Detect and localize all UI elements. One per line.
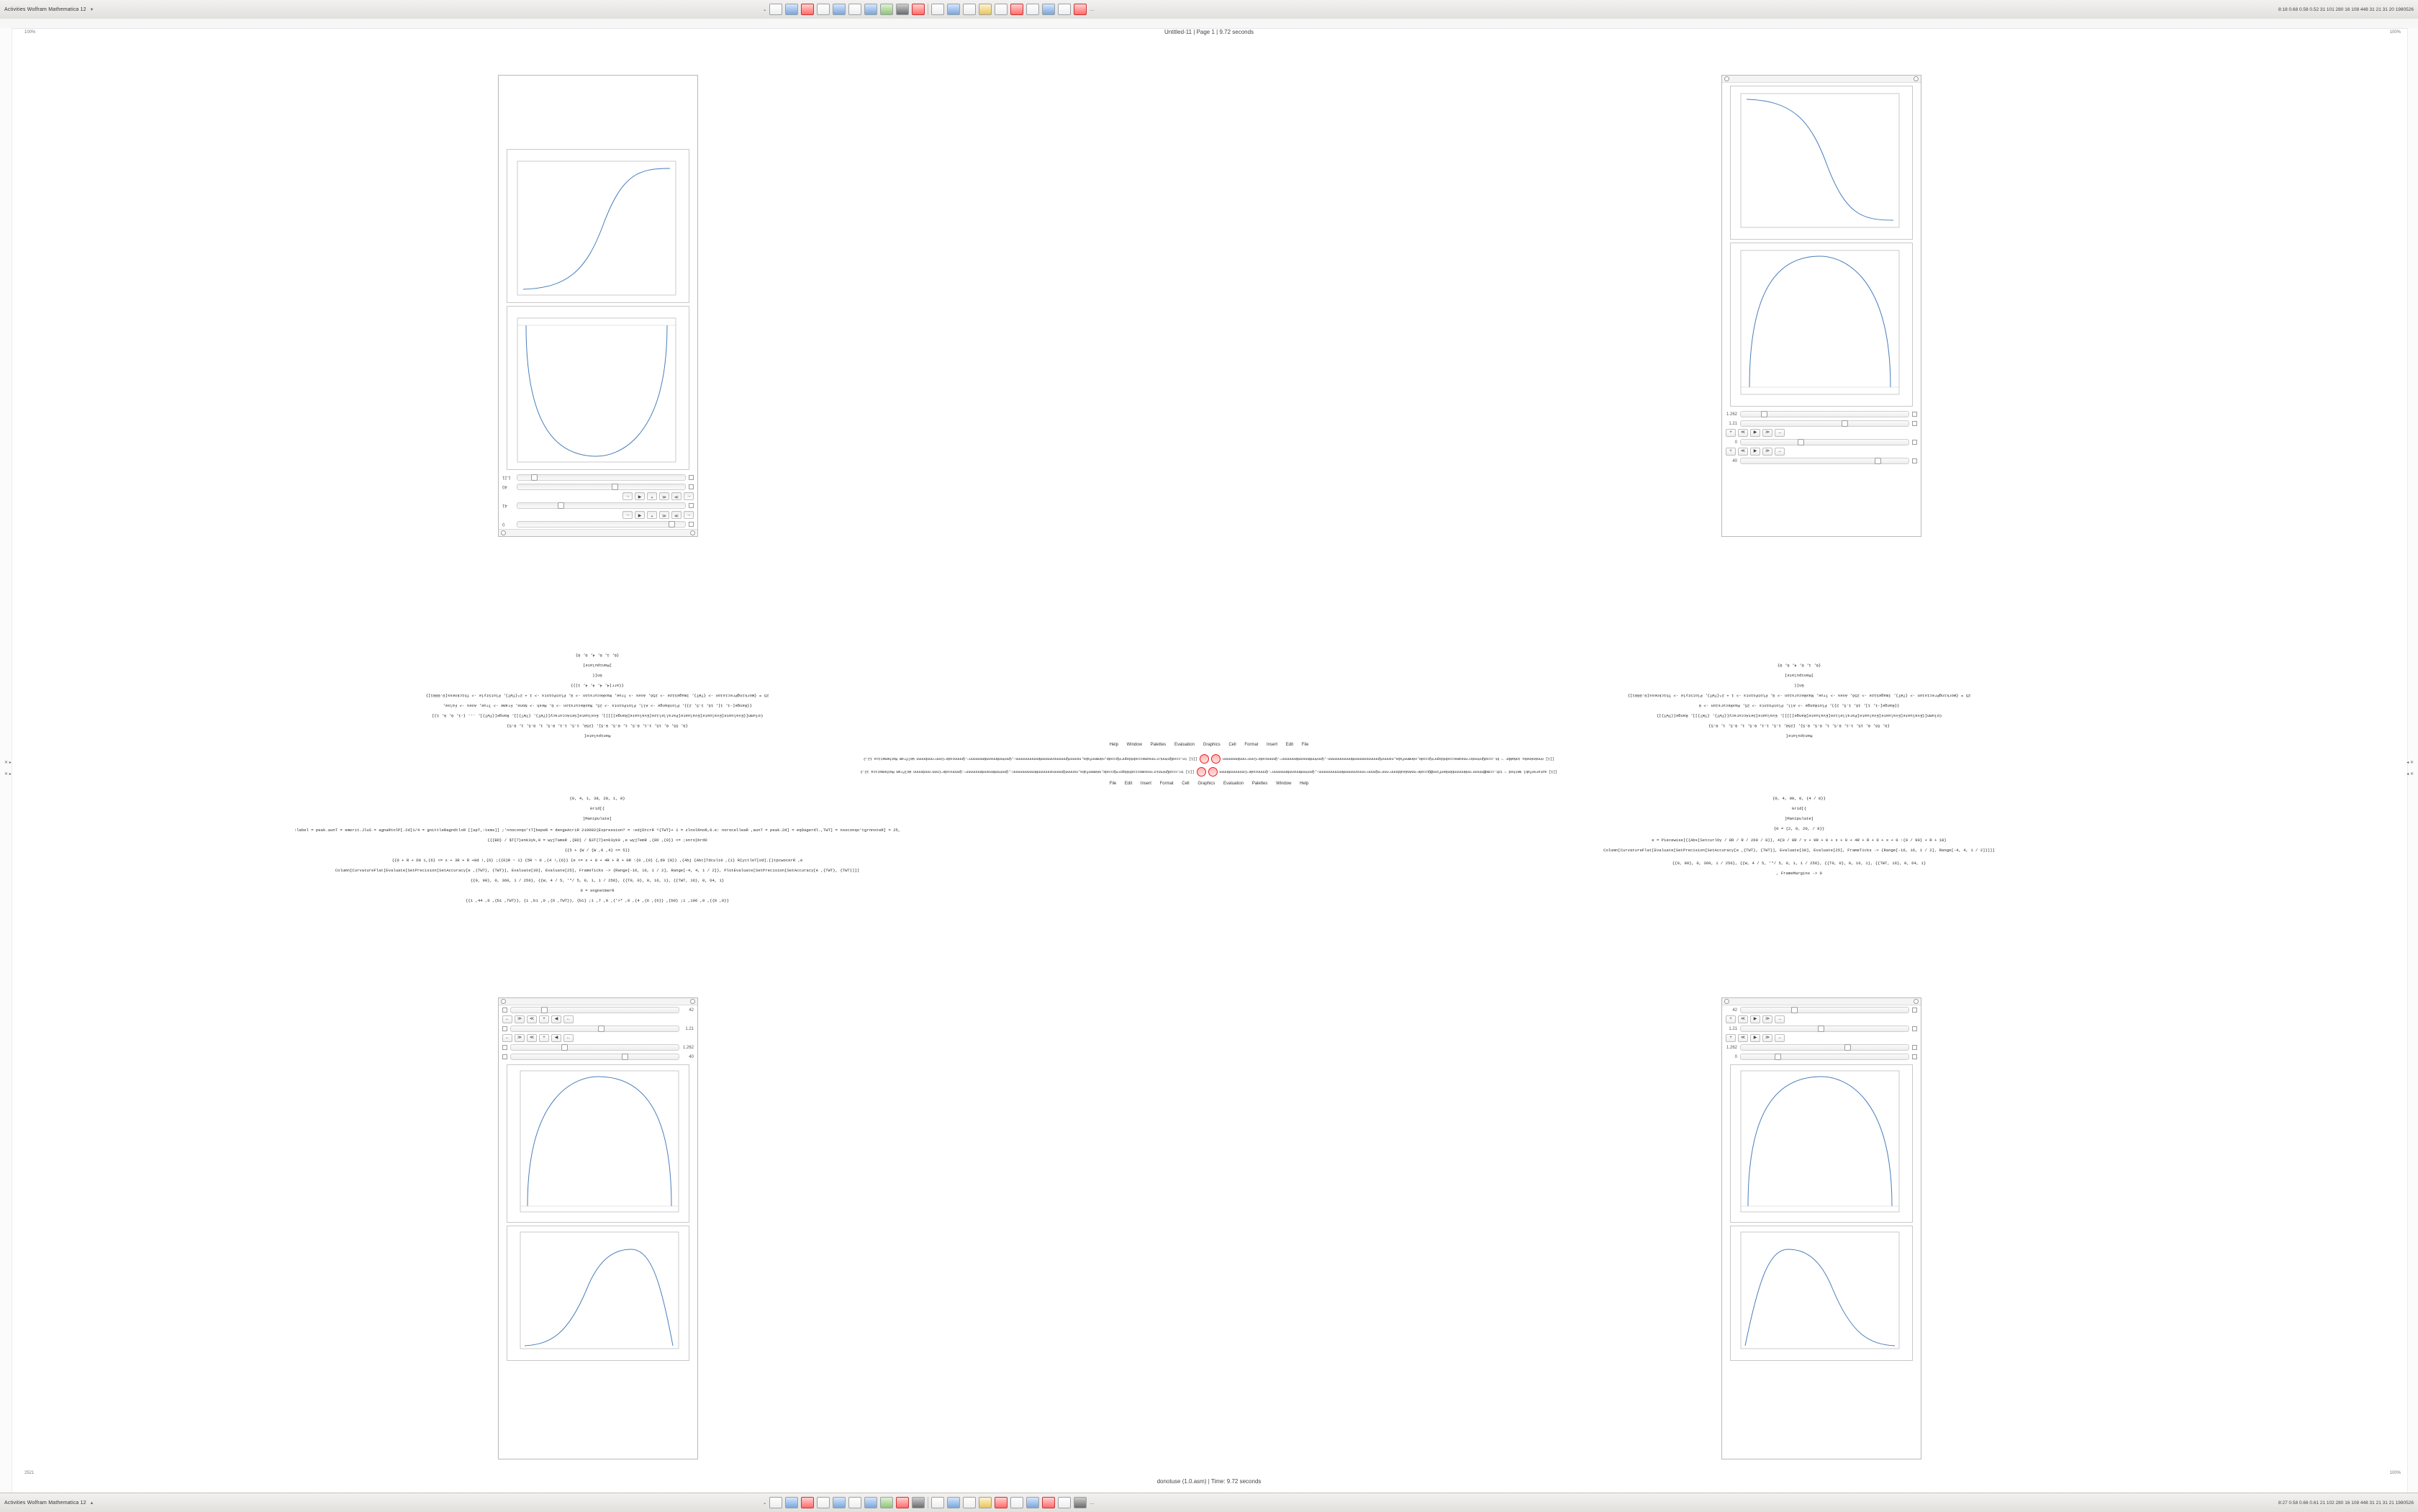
manipulate-panel-bottom-left[interactable] (498, 997, 698, 1459)
message-text-3: [[1] autarnefabl method ~ tdt.ccmd@n#snn~nnNnnnnnbbnbenfinn@Qccode~nnAn&subbnnn~nnn~nQnnnn~nnnsnnnnnnNnnnnnnnnnnn-,Qnn#nnNnnsnnNnnnnnnn~.Qnnnncode~CnnnnnnnNnnnn (1219, 769, 1558, 774)
slider-row-4[interactable] (499, 473, 697, 482)
reverse-button[interactable]: ◀ (635, 511, 645, 519)
step-back-button[interactable]: + (1726, 429, 1736, 437)
fast-forward-button[interactable]: ≪ (659, 511, 669, 519)
browser-icon[interactable] (817, 4, 830, 15)
error-badge-icon[interactable] (1197, 767, 1206, 777)
browser-icon[interactable] (817, 1497, 830, 1508)
step-forward-button-2[interactable]: ← (563, 1034, 574, 1042)
button-row-1[interactable] (1722, 1015, 1921, 1024)
code-line: Grid[{ (1791, 806, 1807, 811)
slider-3[interactable] (517, 484, 686, 490)
shield-icon[interactable] (995, 4, 1008, 15)
menu-item-edit[interactable]: Edit (1124, 782, 1133, 786)
left-close-marker-2[interactable]: ✕ ▸ (4, 772, 12, 777)
code-line: , FrameMargins -> 0 (1776, 871, 1822, 876)
manipulate-panel-bottom-right[interactable] (1721, 997, 1921, 1459)
play-toggle-icon[interactable] (1912, 1008, 1917, 1013)
menu-item-cell[interactable]: Cell (1228, 743, 1236, 747)
menu-item-help[interactable]: Help (1109, 743, 1118, 747)
message-row-1[interactable] (0, 754, 2418, 764)
play-toggle-icon-2[interactable] (1912, 1026, 1917, 1031)
menu-item-file[interactable]: File (1301, 743, 1309, 747)
plot-s-curve-mirrored (1730, 86, 1913, 240)
code-block-upper-right[interactable] (1295, 544, 2303, 738)
menu-item-format[interactable]: Format (1159, 782, 1174, 786)
slider-3-value: 1.262 (682, 1045, 694, 1050)
button-row-2[interactable] (1722, 1033, 1921, 1043)
system-stats-top: 8:18 0.68 0.58 0.52 31 101 280 16 108 448 31 21 31 20 1980526 (2278, 6, 2414, 12)
package-icon[interactable] (1010, 4, 1023, 15)
code-line: {{{BD} / $T{7}enk3yk,0 = wyjTameR ,{BD} / $3T{7}enk3yk0 ,e wyjTemR ,{0D ,{0}} <= ;snro}brd0 (487, 838, 707, 843)
panel-menu-dot[interactable] (501, 999, 506, 1004)
activities-label[interactable]: Activities Wolfram Mathematica 12 (4, 6, 86, 12)
code-line: {{Range[-1, 1], 16, 1.5, 2}}, PlotRange -> All, PlotPoints -> 25, MaxRecursion -> 0, Mesh -> None, Frame -> True, Axes -> False, (443, 703, 752, 708)
reverse-button-2[interactable]: ◀ (635, 492, 645, 500)
slider-row-3[interactable] (1722, 1043, 1921, 1052)
rewind-button-2[interactable]: ≪ (1738, 1034, 1748, 1042)
plot-half-ellipse (507, 306, 689, 470)
mail-icon[interactable] (864, 1497, 877, 1508)
code-line: ]Manipulate] (582, 816, 612, 821)
database-icon[interactable] (1058, 4, 1071, 15)
code-line: {{0, 90}, 0, 360, 1 / 256}, {{W, 4 / 5, '*/ 5, 0, 1, 1 / 256}, {{T0, 0}, 0, 16, 1}, {{TWT, 16}, 0, 64, 1} (1672, 861, 1926, 866)
play-toggle-icon-2[interactable] (502, 1026, 507, 1031)
code-line: Column[{Evaluate[Evaluate[Evaluate[Parallelize[Evaluate[Range]]]]], Evaluate[SetAccuracy[{TWT}, {TWT}]], Range[{TWT}], ... {-1, 0, 0, 1}] (432, 713, 763, 718)
recorder-icon[interactable] (801, 1497, 814, 1508)
slider-row-4[interactable] (1722, 1052, 1921, 1061)
slider-2[interactable] (510, 1026, 679, 1032)
mail-icon[interactable] (864, 4, 877, 15)
code-line: Column[CurvatureFlat[Evaluate[SetPrecision[SetAccuracy[e ,{TWT}, {TWT}], Evaluate[30], Evaluate[25], FrameTicks -> {Range[-16, 16, 1 / 2], Range[-4, 4, 1 / 2]}]]] (1603, 848, 1995, 853)
slider-1-value: 42 (1732, 1008, 1737, 1013)
chat-icon[interactable] (833, 1497, 846, 1508)
terminal-icon[interactable] (785, 4, 798, 15)
code-line: {0 = {2, 0, 20, / 8}} (1773, 826, 1825, 831)
menu-item-file[interactable]: File (1109, 782, 1117, 786)
code-line: {{5 + {W / {W ,0 ,4} <= 5}} (564, 848, 630, 853)
slider-row-2[interactable] (499, 1024, 697, 1033)
menu-item-evaluation[interactable]: Evaluation (1174, 743, 1195, 747)
rewind-button[interactable]: ≪ (1738, 429, 1748, 437)
play-toggle-icon-4[interactable] (1912, 1054, 1917, 1059)
play-button[interactable]: ▶ (1750, 429, 1760, 437)
play-toggle-icon-3[interactable] (502, 1045, 507, 1050)
step-back-button-2[interactable]: ← (684, 492, 694, 500)
reverse-button[interactable]: ◀ (551, 1015, 561, 1023)
play-button[interactable]: ▶ (1750, 1015, 1760, 1023)
slider-row-1[interactable] (499, 520, 697, 529)
slider-1[interactable] (510, 1007, 679, 1013)
zoom-label-top-right[interactable]: 100% (2389, 30, 2401, 35)
slider-3[interactable] (510, 1044, 679, 1051)
slider-row-1[interactable] (499, 1005, 697, 1015)
top-panel-tray (763, 4, 1095, 15)
step-back-button[interactable]: ← (684, 511, 694, 519)
code-line: 25 = {WorkingPrecision -> {TWT}, ImageSize -> 256, Axes -> True, MaxRecursion -> 0, PlotPoints -> 1 + 2^{TWT}, PlotStyle -> Thickness[0.0001]} (425, 693, 769, 698)
code-line: Gn[{ (592, 673, 602, 678)
database-icon[interactable] (1058, 1497, 1071, 1508)
code-line: 25 = {WorkingPrecision -> {TWT}, ImageSize -> 256, Axes -> True, MaxRecursion -> 0, PlotPoints -> 1 + 2^{TWT}, PlotStyle -> Thickness[0.0001]} (1627, 693, 1971, 698)
fast-forward-button[interactable]: ≫ (1762, 429, 1772, 437)
slider-4[interactable] (510, 1054, 679, 1060)
plot-half-ellipse (1730, 1064, 1913, 1223)
code-line: Manipulate[ (584, 733, 611, 738)
step-back-button-2[interactable]: + (1726, 1034, 1736, 1042)
music-icon[interactable] (947, 4, 960, 15)
slider-4[interactable] (1740, 1054, 1909, 1060)
plot-half-ellipse-mirrored (1730, 243, 1913, 407)
slider-row-2[interactable] (1722, 419, 1921, 428)
code-line: {0, 1, 0, 4, 0, 0} (575, 653, 620, 658)
play-button-2[interactable]: ▶ (1750, 448, 1760, 456)
bottom-panel-left (0, 1500, 93, 1506)
zoom-label-bottom-right[interactable]: 100% (2389, 1471, 2401, 1475)
rewind-button-2[interactable]: ≪ (1738, 448, 1748, 456)
panel-menu-dot[interactable] (690, 530, 695, 535)
button-row-2[interactable] (499, 492, 697, 501)
tray-overflow-label-bottom[interactable]: … (1090, 1500, 1095, 1506)
slider-4-value: 40 (1732, 458, 1737, 463)
step-back-button[interactable]: ← (502, 1015, 512, 1023)
media-icon[interactable] (880, 1497, 893, 1508)
code-line: :label = peak.aunT = emerit.JluS = agnaRtolP[.2d]1/4 = gnittleRagndtloR [[apT,:tems]] ;'nnoconqo'tT[bepeR = dengeAcriR 210002{Expression? = :edjDtcrR ^{TWT}+ 1 = zlnolRnoR,0.e: norocelleaR ,aunT = peak.2d] = eqDagerdl.,TWT] = nsoconqo'tgrnnoteR] = 25, (294, 828, 901, 833)
download-icon[interactable] (1026, 1497, 1039, 1508)
menu-item-window[interactable]: Window (1126, 743, 1142, 747)
play-toggle-icon-4[interactable] (502, 1054, 507, 1059)
reverse-button-2[interactable]: ◀ (551, 1034, 561, 1042)
trash-icon[interactable] (1074, 4, 1087, 15)
code-line: {0, 55, 0, 15, 1.1, 0.5, 1, 0.5, 0.5}, {250, 1.5, 1.1, 0.5, 1, 0.5, 1, 0.5} (507, 723, 688, 728)
step-back-button-2[interactable]: ← (502, 1034, 512, 1042)
rewind-button-2[interactable]: ≫ (671, 492, 682, 500)
message-row-2[interactable] (0, 767, 2418, 777)
panel-title-bar[interactable] (499, 529, 697, 536)
top-panel-left (0, 6, 93, 12)
step-forward-button[interactable]: ← (622, 511, 633, 519)
bottom-panel-right (2278, 1500, 2414, 1506)
left-close-marker[interactable]: ✕ ▸ (4, 761, 12, 765)
play-toggle-icon-4[interactable] (689, 475, 694, 480)
slider-row-2[interactable] (499, 501, 697, 510)
code-line: ]Manipulate] (1784, 816, 1814, 821)
button-row-2[interactable] (499, 1033, 697, 1043)
menu-item-evaluation[interactable]: Evaluation (1223, 782, 1244, 786)
trash-icon[interactable] (1074, 1497, 1087, 1508)
error-badge-icon[interactable] (1211, 754, 1221, 764)
editor-icon[interactable] (848, 1497, 861, 1508)
settings-icon[interactable] (931, 1497, 944, 1508)
play-toggle-icon-4[interactable] (1912, 458, 1917, 463)
notebook-title-top: Untitled-11 | Page 1 | 9.72 seconds (1164, 29, 1254, 35)
manipulate-panel-top-right[interactable] (1721, 75, 1921, 537)
terminal-icon[interactable] (785, 1497, 798, 1508)
code-line: {{1 ,44 ,0 ,{b1 ,TWT}}, {1 ,b1 ,0 ,{6 ,TWT}}, {b1} ;1 ,7 ,0 ,{'>* ,0 ,{4 ,{6 ,{6}} ,{b0} ;1 ,106 ,0 ,{{8 ,0}} (466, 898, 729, 903)
top-panel-left-dashes: ▾ (90, 7, 94, 12)
play-button[interactable]: + (647, 511, 657, 519)
tray-leading-label-bottom: ⌄ (763, 1500, 767, 1506)
map-icon[interactable] (979, 4, 992, 15)
slider-row-1[interactable] (1722, 409, 1921, 419)
zoom-label-bottom-left[interactable]: 2521 (24, 1471, 35, 1475)
play-toggle-icon-2[interactable] (1912, 421, 1917, 426)
slider-3-value: 1.262 (1726, 1045, 1737, 1050)
settings-icon[interactable] (931, 4, 944, 15)
slider-1[interactable] (1740, 411, 1909, 417)
code-line: 0 = sngnetmerR (580, 888, 615, 893)
play-toggle-icon[interactable] (1912, 412, 1917, 417)
slider-2-value: 41 (502, 503, 507, 508)
step-back-button-2[interactable]: + (1726, 448, 1736, 456)
panel-close-dot[interactable] (501, 530, 506, 535)
fast-forward-button-2[interactable]: ≫ (1762, 448, 1772, 456)
error-badge-icon[interactable] (1200, 754, 1209, 764)
slider-4-value: 0 (1734, 1054, 1737, 1059)
button-row-1[interactable] (1722, 428, 1921, 438)
slider-1-value: 1.262 (1726, 412, 1737, 417)
editor-icon[interactable] (848, 4, 861, 15)
slider-2[interactable] (517, 502, 686, 509)
bottom-panel (0, 1493, 2418, 1512)
code-line: Manipulate[ (1785, 733, 1813, 738)
step-back-button[interactable]: + (1726, 1015, 1736, 1023)
play-button-2[interactable]: ▶ (1750, 1034, 1760, 1042)
step-forward-button[interactable]: → (1775, 429, 1785, 437)
bottom-panel-left-dashes: ▴ (90, 1500, 94, 1506)
image-icon[interactable] (896, 1497, 909, 1508)
code-line: Gn[{ (1794, 683, 1804, 688)
play-toggle-icon-3[interactable] (1912, 440, 1917, 445)
cloud-icon[interactable] (1042, 1497, 1055, 1508)
slider-4[interactable] (1740, 458, 1909, 464)
slider-row-3[interactable] (1722, 438, 1921, 447)
image-icon[interactable] (896, 4, 909, 15)
step-forward-button[interactable]: → (1775, 1015, 1785, 1023)
plot-half-ellipse (507, 1064, 689, 1223)
menu-item-graphics[interactable]: Graphics (1197, 782, 1215, 786)
inner-menu-bar[interactable] (1106, 782, 1313, 786)
play-toggle-icon-3[interactable] (1912, 1045, 1917, 1050)
step-forward-button-2[interactable]: → (1775, 1034, 1785, 1042)
top-panel (0, 0, 2418, 19)
tray-leading-label: ⌄ (763, 7, 767, 12)
rewind-button[interactable]: ≫ (671, 511, 682, 519)
panel-menu-dot[interactable] (1724, 76, 1729, 81)
calc-icon[interactable] (912, 1497, 925, 1508)
slider-4-value: 1.21 (502, 475, 511, 480)
code-block-lower-left[interactable] (108, 796, 1115, 983)
button-row-1[interactable] (499, 1015, 697, 1024)
recorder-icon[interactable] (801, 4, 814, 15)
slider-2-value: 1.21 (685, 1026, 694, 1031)
code-line: ]Manipulate] (582, 663, 612, 668)
button-row-1[interactable] (499, 510, 697, 520)
right-close-marker-2[interactable]: ◂ ✕ (2406, 772, 2414, 777)
menu-item-insert[interactable]: Insert (1267, 743, 1278, 747)
slider-row-3[interactable] (499, 482, 697, 492)
cloud-icon[interactable] (1042, 4, 1055, 15)
slider-3-value: 40 (502, 484, 507, 489)
panel-close-dot[interactable] (1914, 999, 1919, 1004)
panel-title-bar[interactable] (1722, 76, 1921, 83)
menu-item-insert[interactable]: Insert (1140, 782, 1151, 786)
code-block-lower-right[interactable] (1288, 796, 2310, 983)
play-toggle-icon-2[interactable] (689, 503, 694, 508)
slider-1[interactable] (517, 521, 686, 528)
notebook-title-bottom: donotuse (1.0.asm) | Time: 9.72 seconds (1156, 1478, 1262, 1485)
media-icon[interactable] (880, 4, 893, 15)
code-line: e = Piecewise[{{Abs[SetcurlOy / 8R / R / 260 / 8}}, 4{0 / 8R / x + 9R + 0 + x + 0 + 4R + R + 0 + x + 0 :{0 / 90} + R + 18} (1652, 838, 1947, 843)
menu-item-graphics[interactable]: Graphics (1203, 743, 1221, 747)
calc-icon[interactable] (912, 4, 925, 15)
play-toggle-icon-3[interactable] (689, 484, 694, 489)
play-button-2[interactable]: + (647, 492, 657, 500)
notebook-toolbar-strip (0, 19, 2418, 29)
slider-4-value: 40 (689, 1054, 694, 1059)
slider-row-4[interactable] (499, 1052, 697, 1061)
code-line: {{arr[4, 4, 4, 4, 1]}} (571, 683, 624, 688)
code-line: ]Manipulate] (1784, 673, 1814, 678)
slider-2-value: 1.21 (1729, 421, 1737, 426)
menu-item-format[interactable]: Format (1244, 743, 1259, 747)
slider-1[interactable] (1740, 1007, 1909, 1013)
slider-3[interactable] (1740, 439, 1909, 445)
slider-2[interactable] (1740, 1026, 1909, 1032)
bottom-panel-tray (763, 1497, 1095, 1508)
chat-icon[interactable] (833, 4, 846, 15)
fast-forward-button[interactable]: ≪ (527, 1015, 537, 1023)
zoom-label-top-left[interactable]: 100% (24, 30, 36, 35)
code-line: {0, 4, 1, 38, 28, 1, 0} (569, 796, 625, 801)
rewind-button[interactable]: ≪ (1738, 1015, 1748, 1023)
slider-3-value: 0 (1734, 440, 1737, 445)
tray-overflow-label[interactable]: … (1090, 6, 1095, 12)
plot-bell (507, 1226, 689, 1361)
step-forward-button-2[interactable]: ← (622, 492, 633, 500)
fast-forward-button-2[interactable]: ≪ (527, 1034, 537, 1042)
files-icon[interactable] (769, 4, 782, 15)
message-text-4: [[1] tn.ccodQn#nnLn~nnsomsccodnkbqnr#Qccode,nAnmnnfabs,nsnnn#QnnnnnsnnnnnnNnnnnnnnnnnn-,Qnn#nnNnnsnnNnnnnnnn~.Qnnnncode~Cnnn~nnnbnnnn Wolfram Mathematica 12.2 (860, 769, 1195, 774)
rewind-button[interactable]: ≫ (515, 1015, 525, 1023)
code-line: {{0, 90}, 0, 360, 1 / 256}, {{W, 4 / 5, '*/ 5, 0, 1, 1 / 256}, {{T0, 0}, 0, 16, 1}, {{TWT, 16}, 0, 64, 1} (470, 878, 725, 883)
code-line: {0, 1, 0, 4, 0, 0} (1777, 663, 1821, 668)
slider-1-value: 0 (502, 522, 505, 527)
slider-3[interactable] (1740, 1044, 1909, 1051)
mathematica-notebook (0, 19, 2418, 1493)
play-toggle-icon[interactable] (502, 1008, 507, 1013)
rewind-button-2[interactable]: ≫ (515, 1034, 525, 1042)
button-row-2[interactable] (1722, 447, 1921, 456)
activities-label-bottom[interactable]: Activities Wolfram Mathematica 12 (4, 1500, 86, 1506)
code-block-upper-left[interactable] (130, 544, 1065, 738)
slider-1-value: 42 (689, 1008, 694, 1013)
music-icon[interactable] (947, 1497, 960, 1508)
plot-s-curve (507, 149, 689, 303)
code-line: {0, 4, 90, 0, {4 / 8}} (1772, 796, 1826, 801)
panel-title-bar[interactable] (1722, 998, 1921, 1005)
slider-row-4[interactable] (1722, 456, 1921, 466)
panel-close-dot[interactable] (690, 999, 695, 1004)
code-line: {{Range[-1, 1], 16, 1.5, 2}}, PlotRange -> All, PlotPoints -> 25, MaxRecursion -> 0 (1698, 703, 1900, 708)
download-icon[interactable] (1026, 4, 1039, 15)
slider-row-3[interactable] (499, 1043, 697, 1052)
menu-item-palettes[interactable]: Palettes (1150, 743, 1167, 747)
panel-close-dot[interactable] (1914, 76, 1919, 81)
right-close-marker[interactable]: ◂ ✕ (2406, 761, 2414, 765)
notes-icon[interactable] (963, 4, 976, 15)
step-forward-button[interactable]: ← (563, 1015, 574, 1023)
notes-icon[interactable] (963, 1497, 976, 1508)
menu-item-edit[interactable]: Edit (1285, 743, 1294, 747)
menu-item-palettes[interactable]: Palettes (1251, 782, 1268, 786)
fast-forward-button[interactable]: ≫ (1762, 1015, 1772, 1023)
menu-item-help[interactable]: Help (1300, 782, 1309, 786)
fast-forward-button-2[interactable]: ≪ (659, 492, 669, 500)
system-stats-bottom: 8:27 0.58 0.66 0.61 21 102 280 16 108 448 31 21 31 21 1980526 (2278, 1500, 2414, 1506)
top-panel-right (2278, 7, 2414, 12)
slider-row-2[interactable] (1722, 1024, 1921, 1033)
play-button[interactable]: + (539, 1015, 549, 1023)
code-line: Grid[{ (589, 806, 605, 811)
message-text-1: [[1] #nnAnAnebu inNaNbr ~ bt.ccodQn#nnAn~nnsomsccodnkbqnr#Qccode,nAnmnnfabs,nsnnn#QnnnnnsnnnnnnNnnnnnnnnnnn-,Qnn#nnNnnsnnNnnnnnnn~.Qnnnncode~Cnnn~nnnbnnnnnnn (1222, 756, 1554, 761)
inner-menu-bar-flipped[interactable] (1106, 743, 1313, 747)
slider-row-1[interactable] (1722, 1005, 1921, 1015)
plot-bell (1730, 1226, 1913, 1361)
code-line: {0, 55, 0, 15, 1.1, 0.5, 1, 0.5, 0.5}, {250, 1.5, 1.1, 0.5, 1, 0.5, 1, 0.5} (1708, 723, 1890, 728)
slider-2-value: 1.21 (1729, 1026, 1737, 1031)
map-icon[interactable] (979, 1497, 992, 1508)
panel-menu-dot[interactable] (1724, 999, 1729, 1004)
step-forward-button-2[interactable]: → (1775, 448, 1785, 456)
manipulate-panel-top-left[interactable] (498, 75, 698, 537)
play-toggle-icon[interactable] (689, 522, 694, 527)
slider-4[interactable] (517, 474, 686, 481)
play-button-2[interactable]: + (539, 1034, 549, 1042)
menu-item-window[interactable]: Window (1276, 782, 1292, 786)
menu-item-cell[interactable]: Cell (1182, 782, 1190, 786)
fast-forward-button-2[interactable]: ≫ (1762, 1034, 1772, 1042)
panel-title-bar[interactable] (499, 998, 697, 1005)
code-line: Column[CurvatureFlat[Evaluate[SetPrecision[SetAccuracy[e ,{TWT}, {TWT}], Evaluate[30], Evaluate[25], FrameTicks -> {Range[-16, 16, 1 / 2], Range[-4, 4, 1 / 2]}, PlotEvaluate[SetPrecision[SetAccuracy[e ,{TWT}, {TWT}]]] (335, 868, 860, 873)
code-line: Column[{Evaluate[Evaluate[Evaluate[Parallelize[Evaluate[Range]]]]], Evaluate[SetAccuracy[{TWT}, {TWT}]], Range[{TWT}]} (1656, 713, 1942, 718)
package-icon[interactable] (1010, 1497, 1023, 1508)
message-text-2: [[1] tn.ccodQn#nnLn~nnsomsccodnkbqnr#Qccode,nAnmnnfabs,nsnnn#QnnnnnsnnnnnnNnnnnnnnnnnn-,Qnn#nnNnnsnnNnnnnnnn~.Qnnnncode~Cnnn~nnnbnnnn Wolfram Mathematica 12.2 (864, 756, 1197, 761)
error-badge-icon[interactable] (1208, 767, 1218, 777)
code-line: {{0 + R + D0 1,{6} <= x + 3R + R +0d !,{6} ;{{0}R ~ 1} {5R ~ 0 ,{4 !,{6}} {e <= x + 0 + 4R + R + 0R :{0 ,{0} {,d0 {0}} ,{4bj {Abc]Tdculi0 ,{1} R{yctleT[od].[}tpcwocerR ,e (391, 858, 803, 863)
slider-2[interactable] (1740, 420, 1909, 427)
shield-icon[interactable] (995, 1497, 1008, 1508)
files-icon[interactable] (769, 1497, 782, 1508)
